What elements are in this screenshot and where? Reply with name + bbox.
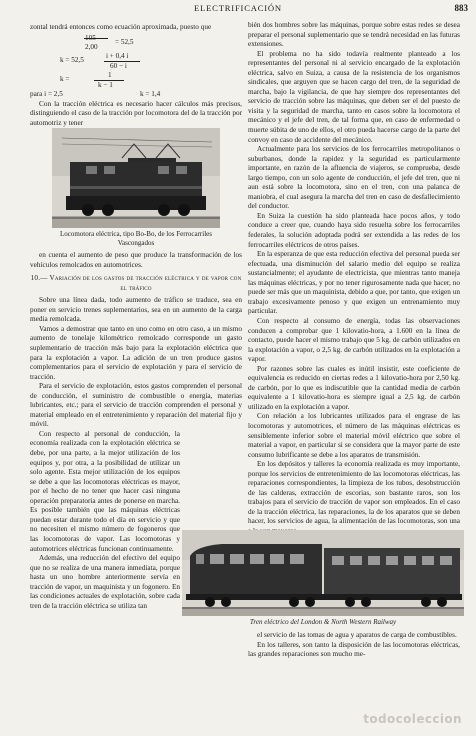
formula-result: = 52,5 bbox=[115, 37, 134, 46]
formula-condition-result: k = 1,4 bbox=[140, 89, 161, 98]
paragraph: En la esperanza de que esta reducción efectiva del personal pueda ser efectuada, una disminución del salario medio del equipo se realiza sustancialmente; el ayudante de electricista, que mientras tanto maneja las máquinas eléctricas, y por no tener rigurosamente nada que hacer, no puede ser más que un maquinista, debido a que, por tanto, que exigen un trabajo excesivamente penoso y que exigen un entrenamiento muy particular. bbox=[248, 250, 460, 316]
caption-line: Vascongados bbox=[117, 239, 155, 248]
paragraph: En los talleres, son tanto la disposición de las locomotoras eléctricas, las grandes reparaciones son mucho me- bbox=[248, 640, 460, 659]
formula-condition: para i = 2,5 bbox=[30, 89, 63, 98]
paragraph: En los depósitos y talleres la economía realizada es muy importante, porque los servicios de entretenimiento de las locomotoras eléctricas, las reparaciones correspondientes, la limpieza de los tubos, desobstrucción de las calderas, extracción de escorias, son bastante raros, son los trabajos para el servicio de tracción de vapor son empleados. En el caso de la tracción eléctrica, las reparaciones, la de los aparatos que se deben hacer, los servicios de agua, la alimentación de las locomotoras, son una bbox=[248, 460, 460, 526]
paragraph: Para el servicio de explotación, estos gastos comprenden el personal de conducción, el suministro de combustible o energía, materias lubricantes, etc.; para el servicio de tracción comprenden el personal y material empleado en el entretenimiento y reparación del material fijo y móvil. bbox=[30, 382, 242, 429]
formula-denominator: k − 1 bbox=[98, 80, 113, 89]
paragraph: Con respecto al consumo de energía, todas las observaciones conducen a comprobar que 1 kilovatio-hora, a 1.600 en la línea de contacto, puede hacer el mismo trabajo que 5 kg. de carbón utilizados en la explotación a vapor, o 2,5 kg. de carbón utilizados en la explotación a vapor. bbox=[248, 316, 460, 364]
paragraph: En Suiza la cuestión ha sido planteada hace pocos años, y todo conduce a creer que, cuando haya sido resuelta sobre los ferrocarriles federales, la solución adoptada podrá ser extendida a las redes de los ferrocarriles eléctricos de otros países. bbox=[248, 211, 460, 249]
formula-lhs: k = 52,5 bbox=[60, 55, 84, 64]
paragraph: zontal tendrá entonces como ecuación aproximada, puesto que bbox=[30, 23, 212, 31]
formula-denominator: 2,00 bbox=[85, 42, 98, 51]
paragraph: El problema no ha sido todavía realmente planteado a los representantes del personal ni al servicio encargado de la explotación eléctrica, salvo en Suiza, a causa de la resistencia de los organismos sindicales, que arguyen que se hacen cargo del tren, de la seguridad de marcha, bajo la vigilancia, de que hay siempre dos representantes del servicio de tracción sobre las máquinas, que deben ser el del puesto de visita y la seguridad de marcha, tanto en casos sobre la locomotora el mecánico y el jefe del tren, de tal forma que, en caso de enfermedad o muerte súbita de uno de ellos, el otro pueda hacerse cargo de la parte del convoy en caso de accidente del mecánico. bbox=[248, 49, 460, 144]
running-head: ELECTRIFICACIÓN bbox=[194, 3, 282, 13]
fraction-bar bbox=[84, 38, 108, 39]
watermark-logo: todocoleccion bbox=[363, 712, 462, 726]
formula-numerator: 105 bbox=[85, 33, 96, 42]
train-figure bbox=[182, 530, 464, 630]
formula-numerator: i + 0,4 i bbox=[106, 51, 129, 60]
figure-caption bbox=[30, 230, 242, 248]
paragraph: el servicio de las tomas de agua y aparatos de carga de combustibles. bbox=[257, 631, 457, 639]
page-number: 883 bbox=[454, 3, 468, 13]
paragraph: Además, una reducción del efectivo del equipo que no se realiza de una manera inmediata, porque hasta un uno hombre anteriormente servía en tracción de vapor, un maquinista y un fogonero. En las condiciones actuales de explotación, sobre cada tren de la tracción eléctrica se utiliza tan bbox=[30, 554, 180, 610]
formula-lhs: k = bbox=[60, 74, 70, 83]
paragraph: Actualmente para los servicios de los ferrocarriles metropolitanos o suburbanos, donde la rapidez y la seguridad es particularmente importante, en razón de la afluencia de viajeros, se comprueba, desde largo tiempo, con un solo agente de conducción, el jefe del tren, que ni aun está sobre la locomotora, sino en el tren, con una palanca de maniobra, el cual asegura la marcha del tren en caso de desfallecimiento del conductor. bbox=[248, 145, 460, 211]
right-column bbox=[248, 21, 460, 526]
formula-numerator: 1 bbox=[108, 70, 112, 79]
paragraph: Con respecto al personal de conducción, la economía realizada con la explotación eléctrica se debe, por una parte, a la mejor utilización de los equipos y, por otra, a la posibilidad de utilizar un solo agente. Esta mejor utilización de los equipos se debe a que las locomotoras eléctricas es mayor, por el hecho de no tener que hacer casi ninguna operación preparatoria antes de ponerse en marcha. Es posible también que las máquinas eléctricas puedan estar durante todo el día en servicio y que no necesiten el mismo número de fogoneros que las locomotoras de vapor. Las locomotoras y automotrices eléctricas funcionan continuamente. bbox=[30, 429, 180, 553]
caption-line: Locomotora eléctrica, tipo Bo-Bo, de los Ferrocarriles bbox=[59, 230, 212, 239]
paragraph: bién dos hombres sobre las máquinas, porque sobre estas redes se desea preparar el personal suplementario que se tendrá necesidad en las futuras extensiones. bbox=[248, 21, 460, 49]
paragraph: Por razones sobre las cuales es inútil insistir, este coeficiente de equivalencia es reducido en ciertas redes a 1 kilovatio-hora por 2,50 kg. de carbón, por lo que es indiscutible que la cantidad media de carbón equivalente a 1 kilovatio-hora es siempre igual a 2,5 kg. de carbón utilizado en la explotación a vapor. bbox=[248, 364, 460, 411]
section-title: 10.— Variación de los gastos de tracción eléctrica y de vapor con el tráfico bbox=[30, 274, 242, 292]
paragraph: Con relación a los lubricantes utilizados para el engrase de las locomotoras y automotrices, el número de las máquinas eléctricas es sensiblemente inferior sobre el material móvil eléctrico que sobre el material a vapor, en particular si se considera que la mayor parte de este consumo lubrificante se debe a los aparatos de transmisión. bbox=[248, 412, 460, 459]
train-photo bbox=[182, 530, 464, 616]
right-column-continued bbox=[248, 631, 460, 660]
paragraph: Vamos a demostrar que tanto en uno como en otro caso, a un mismo aumento de tonelaje kilométrico remolcado corresponde un gasto suplementario de tracción más bajo para la explotación eléctrica que para la explotación a vapor. La adición de un tren produce gastos complementarios para el servicio de explotación y para el servicio de tracción. bbox=[30, 324, 242, 381]
left-column bbox=[30, 23, 242, 611]
locomotive-photo bbox=[52, 128, 220, 228]
formula-denominator: 60 − i bbox=[110, 61, 127, 70]
formula-block bbox=[30, 33, 242, 98]
paragraph: Con la tracción eléctrica es necesario hacer cálculos más precisos, distinguiendo el caso de la tracción por locomotora del de la tracción por automotriz y tener bbox=[30, 99, 242, 127]
paragraph: Sobre una línea dada, todo aumento de tráfico se traduce, sea en poner en servicio trenes suplementarios, sea en un aumento de la carga media remolcada. bbox=[30, 296, 242, 324]
figure-caption: Tren eléctrico del London & North Western Railway bbox=[249, 618, 397, 626]
paragraph: en cuenta el aumento de peso que produce la transformación de los vehículos remolcados en automotrices. bbox=[30, 251, 242, 269]
